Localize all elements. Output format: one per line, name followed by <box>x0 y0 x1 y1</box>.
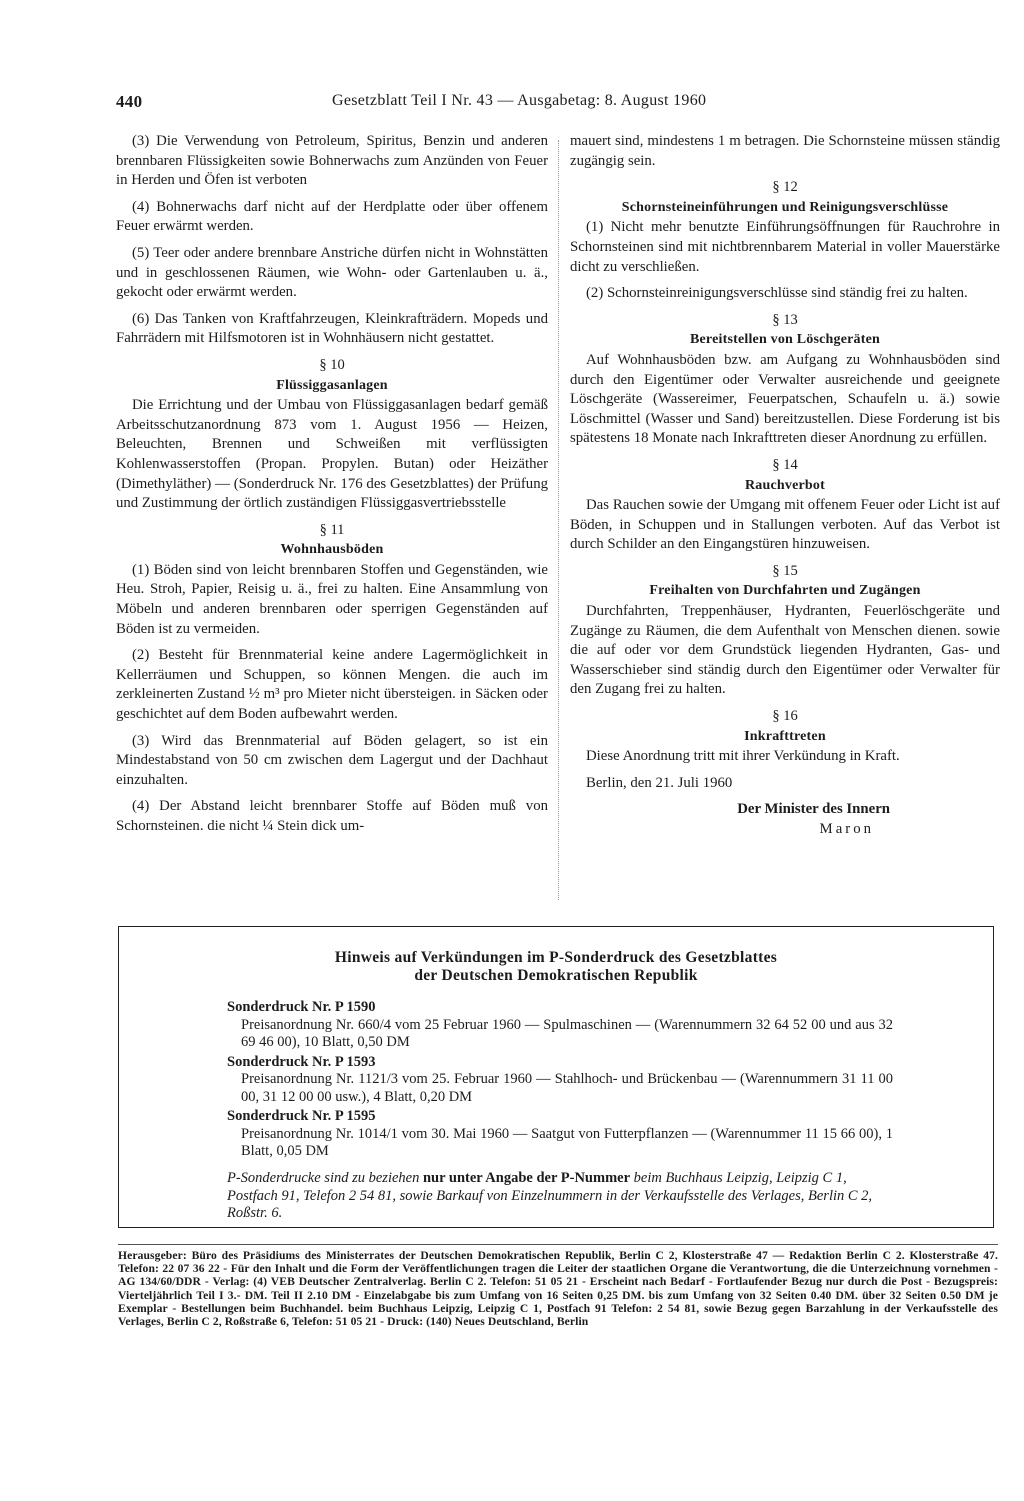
paragraph: (3) Wird das Brennmaterial auf Böden gelagert, so ist ein Mindestabstand von 50 cm zwischen dem Lagergut und der Dachhaut einzuhalten. <box>116 732 548 788</box>
paragraph: Die Errichtung und der Umbau von Flüssiggasanlagen bedarf gemäß Arbeitsschutzanordnung 873 vom 1. August 1956 — Heizen, Beleuchten, Brennen und Schweißen mit verflüssigten Kohlenwasserstoffen (Propan. Propylen. Butan) oder Heizäther (Dimethyläther) — (Sonderdruck Nr. 176 des Gesetzblattes) der Prüfung und Zustimmung der örtlich zuständigen Flüssiggasvertriebsstelle <box>116 397 548 512</box>
section-title: Bereitstellen von Löschgeräten <box>689 332 881 348</box>
right-column <box>570 132 1000 840</box>
section-number: § 12 <box>772 179 798 196</box>
paragraph: Diese Anordnung tritt mit ihrer Verkündung in Kraft. <box>586 748 900 765</box>
entry-heading: Sonderdruck Nr. P 1595 <box>227 1108 376 1124</box>
section-title: Freihalten von Durchfahrten und Zugängen <box>649 583 921 599</box>
paragraph: (4) Bohnerwachs darf nicht auf der Herdplatte oder über offenem Feuer erwärmt werden. <box>116 198 548 235</box>
notice-entries <box>227 999 893 1163</box>
notice-entry <box>227 1054 893 1107</box>
entry-description: Preisanordnung Nr. 660/4 vom 25 Februar 1960 — Spulmaschinen — (Warennummern 32 64 52 00 und aus 32 69 46 00), 10 Blatt, 0,50 DM <box>241 1016 893 1050</box>
entry-heading: Sonderdruck Nr. P 1590 <box>227 999 376 1015</box>
section-title: Inkrafttreten <box>744 728 826 744</box>
paragraph: (5) Teer oder andere brennbare Anstriche dürfen nicht in Wohnstätten und in geschlossenen Räumen, wie Wohn- oder Gartenlauben u. ä., gekocht oder erwärmt werden. <box>116 244 548 301</box>
entry-description: Preisanordnung Nr. 1014/1 vom 30. Mai 1960 — Saatgut von Futterpflanzen — (Warennummer 11 15 66 00), 1 Blatt, 0,05 DM <box>241 1125 893 1159</box>
paragraph: (2) Besteht für Brennmaterial keine andere Lagermöglichkeit in Kellerräumen und Schuppen, so können Mengen. die auch im zerkleinerten Zustand ½ m³ pro Mieter nicht übersteigen. in Säcken oder geschichtet auf dem Boden aufbewahrt werden. <box>116 647 548 723</box>
signatory-name: Maron <box>819 821 874 837</box>
paragraph: (4) Der Abstand leicht brennbarer Stoffe auf Böden muß von Schornsteinen. die nicht ¼ Stein dick um- <box>116 798 548 834</box>
paragraph: (6) Das Tanken von Kraftfahrzeugen, Kleinkrafträdern. Mopeds und Fahrrädern mit Hilfsmotoren ist in Wohnhäusern nicht gestattet. <box>116 310 548 347</box>
paragraph: Auf Wohnhausböden bzw. am Aufgang zu Wohnhausböden sind durch den Eigentümer oder Verwalter ausreichende und geeignete Löschgeräte (Wassereimer, Feuerpatschen, Schaufeln u. ä.) sowie Löschmittel (Wasser und Sand) bereitzustellen. Diese Forderung ist bis spätestens 18 Monate nach Inkrafttreten dieser Anordnung zu erfüllen. <box>570 351 1000 447</box>
section-number: § 14 <box>772 456 798 473</box>
p-sonderdruck-notice-box <box>118 926 994 1228</box>
paragraph: (2) Schornsteinreinigungsverschlüsse sind ständig frei zu halten. <box>586 285 968 302</box>
column-divider <box>558 140 559 900</box>
paragraph: (1) Böden sind von leicht brennbaren Stoffen und Gegenständen, wie Heu. Stroh, Papier, Reisig u. ä., frei zu halten. Eine Ansammlung von Möbeln und anderen brennbaren oder sperrigen Gegenständen auf Böden ist zu vermeiden. <box>116 561 548 637</box>
section-title: Schornsteineinführungen und Reinigungsverschlüsse <box>621 199 949 215</box>
imprint-rule <box>118 1244 998 1245</box>
paragraph: Das Rauchen sowie der Umgang mit offenem Feuer oder Licht ist auf Böden, in Schuppen und in Stallungen verboten. Auf das Verbot ist durch Schilder an den Eingangstüren hinzuweisen. <box>570 497 1000 553</box>
signatory-title: Der Minister des Innern <box>737 801 890 818</box>
page-header <box>116 92 996 122</box>
section-title: Rauchverbot <box>745 477 825 493</box>
notice-title <box>119 949 993 985</box>
entry-description: Preisanordnung Nr. 1121/3 vom 25. Februar 1960 — Stahlhoch- und Brückenbau — (Warennummern 31 11 00 00, 31 12 00 00 usw.), 4 Blatt, 0,20 DM <box>241 1071 893 1105</box>
paragraph: Durchfahrten, Treppenhäuser, Hydranten, Feuerlöschgeräte und Zugänge zu Räumen, die dem Aufenthalt von Menschen dienen. sowie die auf oder vor dem Grundstück liegenden Hydranten, Gas- und Wasserschieber sind ständig durch den Eigentümer oder Verwalter für den Zugang frei zu halten. <box>570 603 1000 698</box>
section-title: Wohnhausböden <box>280 542 384 558</box>
notice-entry <box>227 999 893 1052</box>
publisher-imprint: Herausgeber: Büro des Präsidiums des Ministerrates der Deutschen Demokratischen Republik, Berlin C 2, Klosterstraße 47 — Redaktion Berlin C 2. Klosterstraße 47. Telefon: 22 07 36 22 - Für den Inhalt und die Form der Veröffentlichungen tragen die Leiter der staatlichen Organe die Verantwortung, die die Unterzeichnung vornehmen - AG 134/60/DDR - Verlag: (4) VEB Deutscher Zentralverlag. Berlin C 2. Telefon: 51 05 21 - Erscheint nach Bedarf - Fortlaufender Bezug nur durch die Post - Bezugspreis: Vierteljährlich Teil I 3.- DM. Teil II 2.10 DM - Einzelabgabe bis zum Umfang von 16 Seiten 0,25 DM. bis zum Umfang von 32 Seiten 0.40 DM. über 32 Seiten 0.50 DM je Exemplar - Bestellungen beim Buchhandel. beim Buchhaus Leipzig, Leipzig C 1, Postfach 91 Telefon: 2 54 81, sowie Bezug gegen Barzahlung in der Verkaufsstelle des Verlages, Berlin C 2, Roßstraße 6, Telefon: 51 05 21 - Druck: (140) Neues Deutschland, Berlin <box>118 1249 998 1329</box>
notice-entry <box>227 1108 893 1161</box>
note-text: beim Buchhaus Leipzig, Leipzig C 1, Postfach 91, Telefon 2 54 81, sowie Barkauf von Einzelnummern in der Verkaufsstelle des Verlages, Berlin C 2, Roßstr. 6. <box>227 1170 873 1221</box>
paragraph: (3) Die Verwendung von Petroleum, Spiritus, Benzin und anderen brennbaren Flüssigkeiten sowie Bohnerwachs zum Anzünden von Feuer in Herden und Öfen ist verboten <box>116 133 548 189</box>
notice-title-line: Hinweis auf Verkündungen im P-Sonderdruck des Gesetzblattes <box>334 949 778 966</box>
entry-heading: Sonderdruck Nr. P 1593 <box>227 1053 376 1070</box>
section-number: § 11 <box>319 521 345 538</box>
section-number: § 13 <box>772 311 798 328</box>
section-number: § 15 <box>772 562 798 579</box>
page-number: 440 <box>116 92 143 111</box>
section-number: § 16 <box>772 708 798 725</box>
note-text: P-Sonderdrucke sind zu beziehen <box>227 1170 420 1186</box>
section-number: § 10 <box>319 356 345 373</box>
notice-title-line: der Deutschen Demokratischen Republik <box>414 967 698 984</box>
notice-ordering-note <box>227 1170 893 1223</box>
paragraph: (1) Nicht mehr benutzte Einführungsöffnungen für Rauchrohre in Schornsteinen sind mit nichtbrennbarem Material in voller Mauerstärke dicht zu verschließen. <box>570 219 1000 275</box>
note-emphasis: nur unter Angabe der P-Nummer <box>422 1170 631 1186</box>
running-title: Gesetzblatt Teil I Nr. 43 — Ausgabetag: 8. August 1960 <box>332 92 707 109</box>
paragraph: mauert sind, mindestens 1 m betragen. Die Schornsteine müssen ständig zugängig sein. <box>570 133 1000 169</box>
left-column <box>116 132 548 844</box>
section-title: Flüssiggasanlagen <box>276 377 388 393</box>
signature-place-date: Berlin, den 21. Juli 1960 <box>586 774 733 791</box>
